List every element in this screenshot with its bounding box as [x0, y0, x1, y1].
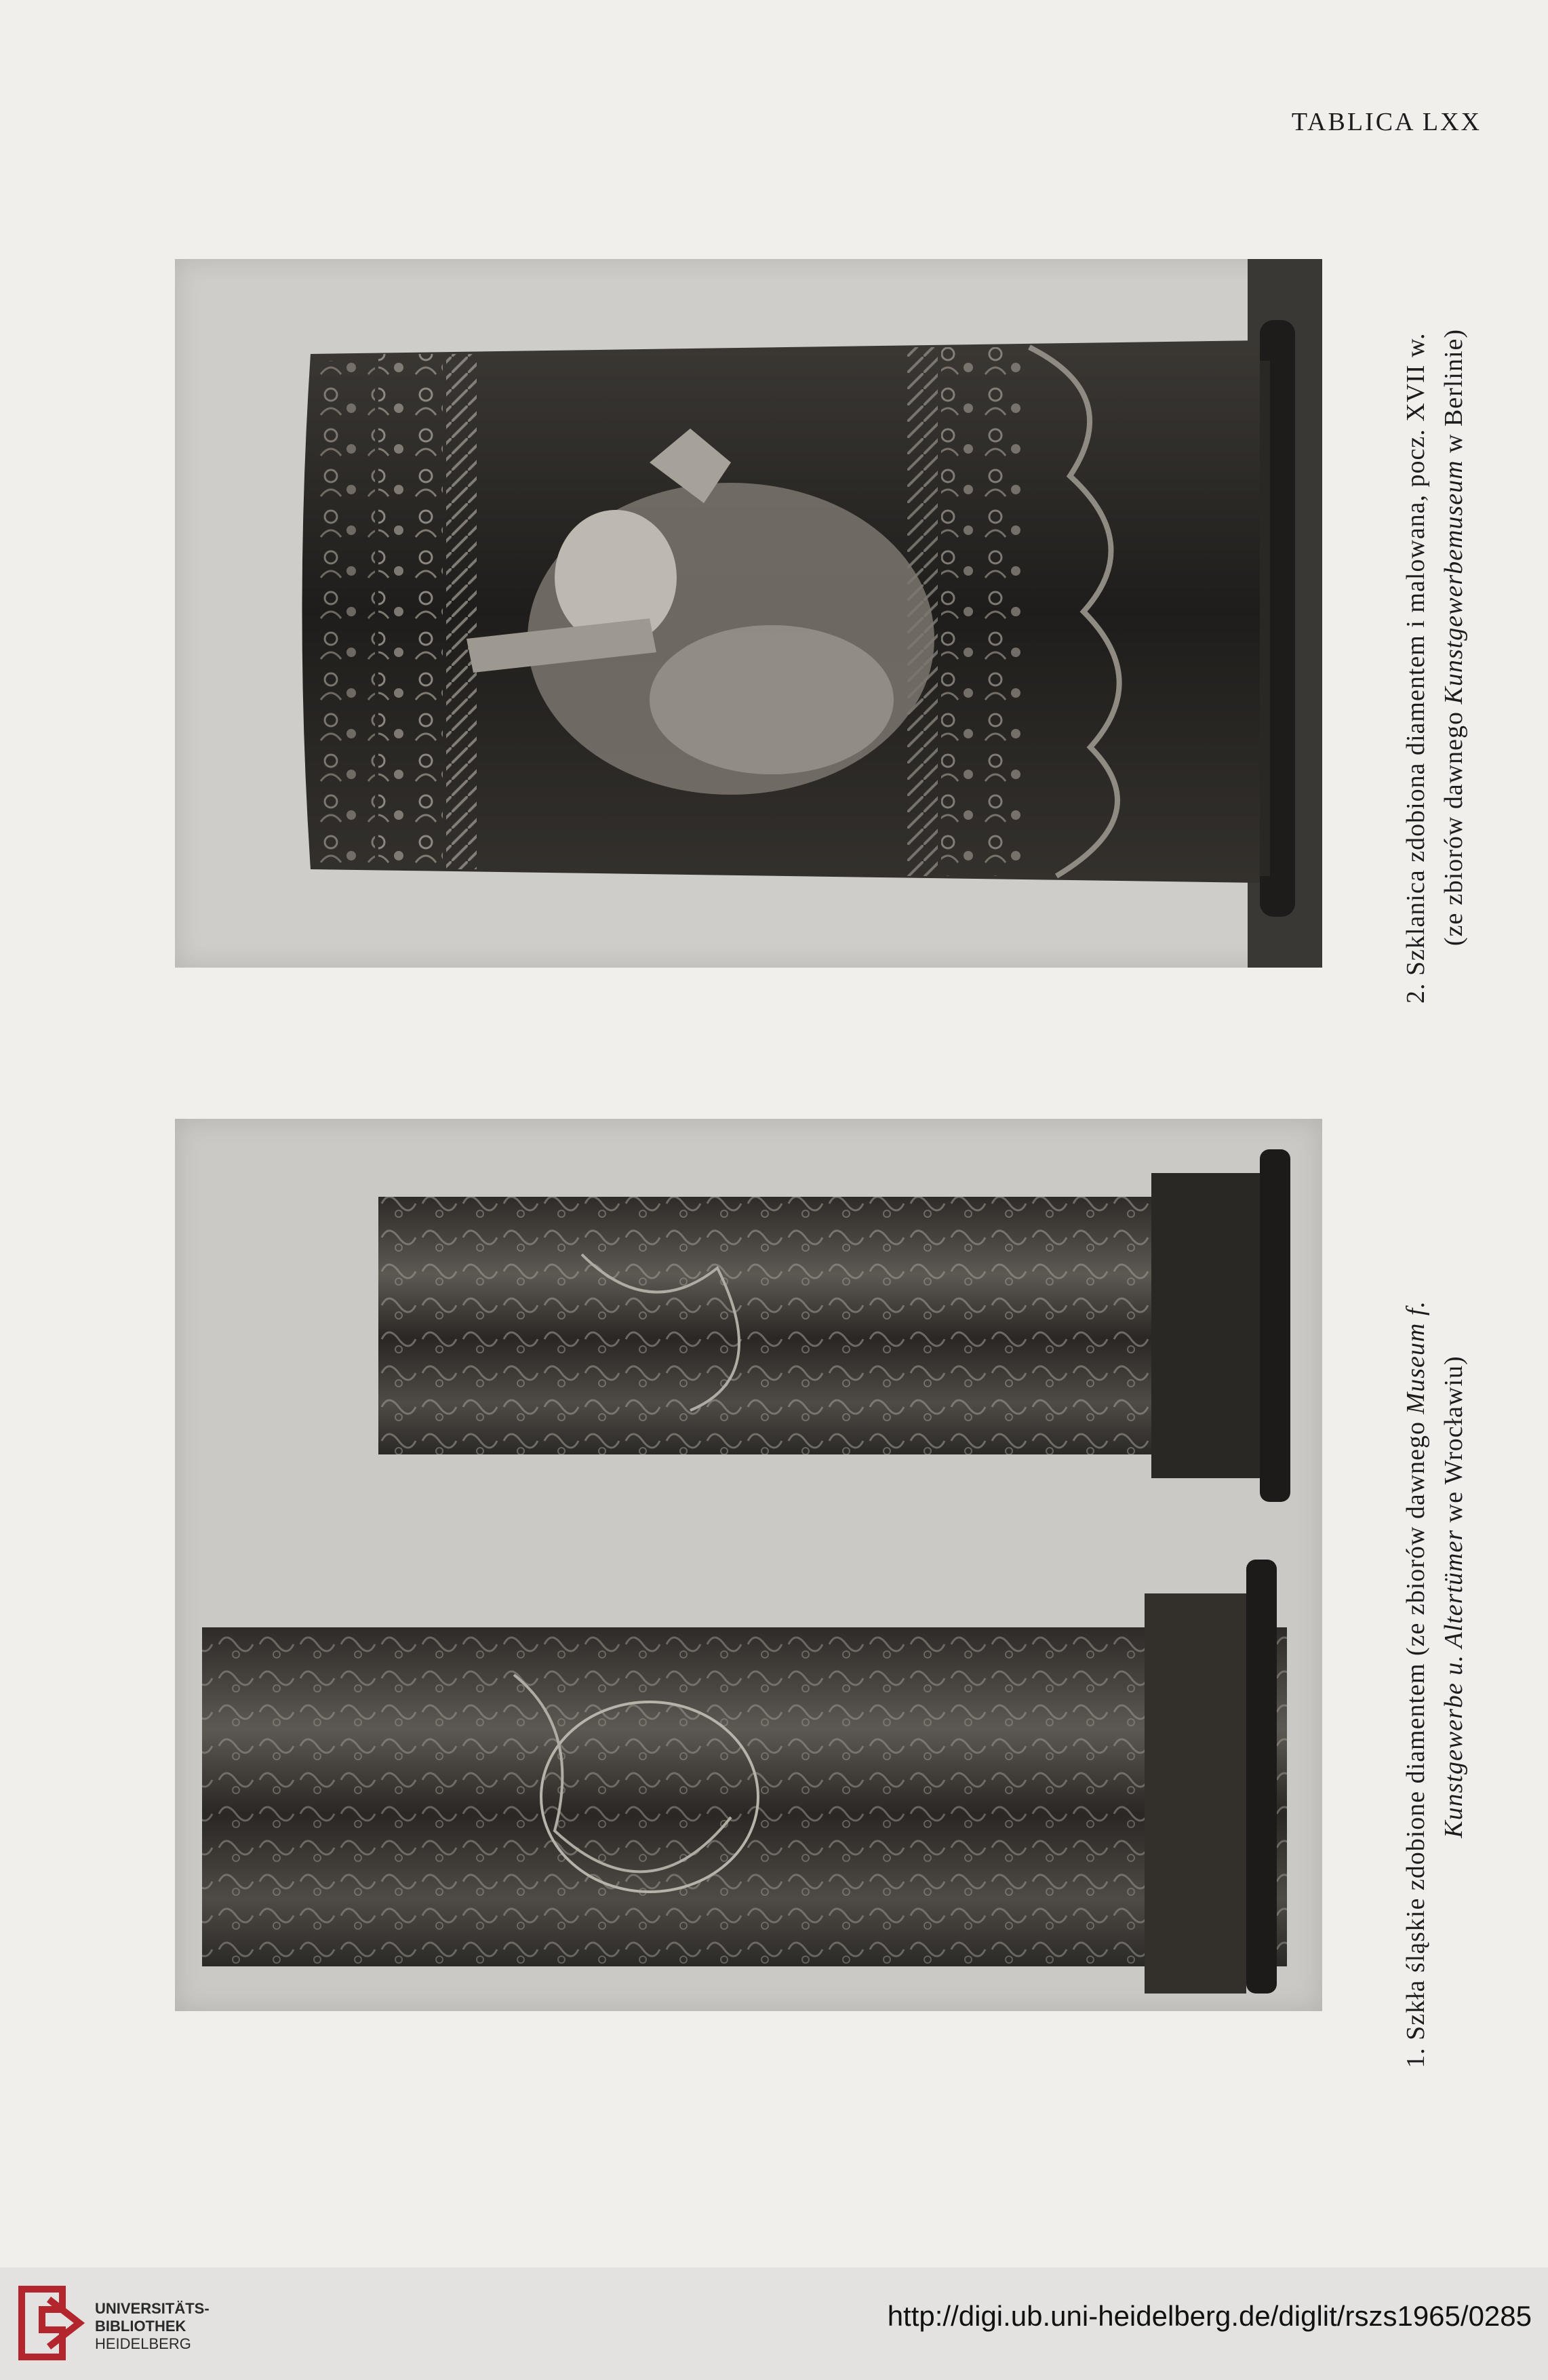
plate-title: TABLICA LXX: [1291, 108, 1482, 136]
caption-figure-2-line2: (ze zbiorów dawnego Kunstgewerbemuseum w Berlinie): [1440, 328, 1468, 947]
caption-figure-2-line1: 2. Szklanica zdobiona diamentem i malowana, pocz. XVII w.: [1402, 332, 1430, 1004]
library-logo-icon: [15, 2282, 90, 2365]
caption-figure-1-line2: Kunstgewerbe u. Altertümer we Wrocławiu): [1440, 1355, 1468, 1838]
footer-bar: [0, 2267, 1548, 2380]
photo-beaker-painted: [175, 259, 1322, 968]
silesian-glasses-image: [175, 1119, 1322, 2011]
caption-figure-1-line1: 1. Szkła śląskie zdobione diamentem (ze zbiorów dawnego Museum f.: [1402, 1301, 1430, 2068]
beaker-painted-image: [175, 259, 1322, 968]
library-name: UNIVERSITÄTS- BIBLIOTHEK HEIDELBERG: [95, 2300, 210, 2352]
photo-silesian-glasses: [175, 1119, 1322, 2011]
source-url-link[interactable]: http://digi.ub.uni-heidelberg.de/diglit/rszs1965/0285: [887, 2300, 1532, 2332]
